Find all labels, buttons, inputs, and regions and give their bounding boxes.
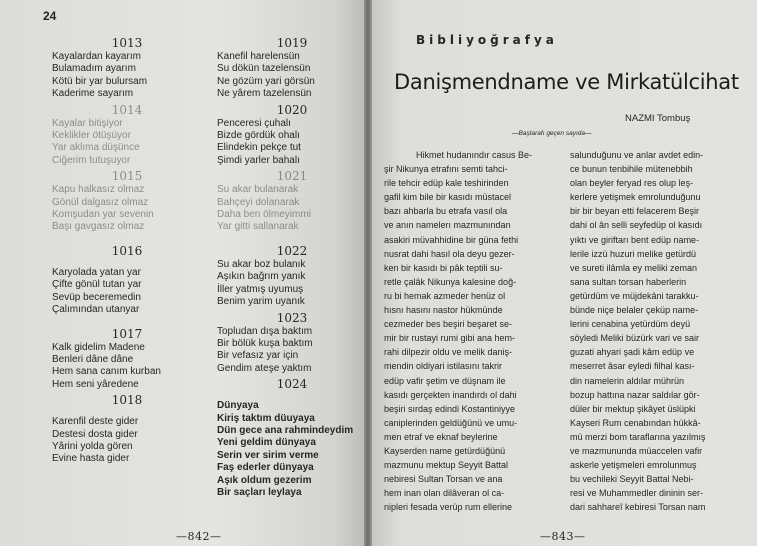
poem-1024 xyxy=(217,377,364,499)
text-line: caniplerinden geldüğünü ve umu- xyxy=(384,417,518,428)
text-line: bu vechileki Seyyit Battal Nebi- xyxy=(570,474,694,485)
poem-line: Bahçeyi dolanarak xyxy=(217,196,300,208)
text-line: kasıdı gerçekten inandırdı ol dahi xyxy=(384,389,517,400)
poem-line: Destesi dosta gider xyxy=(52,428,138,440)
page-number-bottom: —842— xyxy=(176,530,222,543)
text-line: edüp vafir şetim ve düşnam ile xyxy=(384,375,506,386)
text-line: şir Nikunya etrafını semti tahci- xyxy=(384,164,508,175)
poem-line: Sevüp beceremedin xyxy=(52,291,141,303)
poem-line: Komşudan yar sevenin xyxy=(52,209,154,221)
poem-line: Yârini yolda gören xyxy=(52,440,133,452)
text-line: salunduğunu ve anlar avdet edin- xyxy=(570,150,704,160)
poem-line: Çalımından utanyar xyxy=(52,304,140,316)
text-line: ken bir kasıdı bi pâk teptili su- xyxy=(384,262,503,273)
poem-line: Bir saçları leylaya xyxy=(217,486,302,498)
poem-number: 1019 xyxy=(276,36,308,50)
poem-line: Şimdi yarler bahalı xyxy=(217,154,300,166)
text-line: dahi ol ân selli seyfedüp ol kasıdı xyxy=(570,220,703,231)
author-name: NAZMI Tombuş xyxy=(625,113,691,124)
text-line: olan beyler feryad res olup leş- xyxy=(570,178,694,189)
poem-line: Benleri dâne dâne xyxy=(52,353,134,365)
poem-1021 xyxy=(217,169,364,234)
poem-line: Hem seni yâredene xyxy=(52,378,139,390)
right-page xyxy=(372,0,757,546)
poem-line: Yeni geldim dünyaya xyxy=(217,437,316,449)
text-line: men etraf ve eknaf beylerine xyxy=(384,431,498,442)
poem-line: Daha ben ölmeyimmi xyxy=(217,209,311,221)
text-line: resi ve Muhammedler dininin ser- xyxy=(570,488,704,499)
text-line: mendin oldiyari istilasını takrir xyxy=(384,361,503,372)
text-line: bir bir beyan etti felacerem Beşir xyxy=(570,206,700,217)
text-line: sana sultan torsan haberlerin xyxy=(570,276,687,287)
poem-column-2 xyxy=(217,34,364,499)
poem-line: Su akar boz bulanık xyxy=(217,258,306,270)
poem-line: İller yatmış uyumuş xyxy=(217,283,304,295)
text-line: bünde niçe belaler çeküp name- xyxy=(570,305,699,316)
poem-number: 1020 xyxy=(276,102,308,117)
text-line: mazmunu mektup Seyyit Battal xyxy=(384,460,509,471)
poem-column-1 xyxy=(52,34,202,466)
poem-line: Topludan dışa baktım xyxy=(217,325,313,337)
text-line: söyledi Meliki büzürk vari ve sair xyxy=(570,333,700,344)
poem-1016 xyxy=(52,244,202,317)
poem-line: Ne yârem tazelensün xyxy=(217,88,312,100)
text-line: nusrat dahi hasıl ola deyu gezer- xyxy=(384,248,515,259)
text-line: retle çalâk Nikunya kalesine doğ- xyxy=(384,276,517,287)
poem-1020 xyxy=(217,103,364,168)
text-line: dari sahhareî kebiresi Torsan nam xyxy=(570,502,706,513)
text-line: asakiri müvahhidine bir güna fethi xyxy=(384,234,519,245)
section-title: Bibliyoğrafya xyxy=(416,33,558,47)
text-line: nebiresi Sultan Torsan ve ana xyxy=(384,474,503,485)
poem-number: 1018 xyxy=(111,393,143,408)
poem-line: Dünyaya xyxy=(217,400,259,412)
poem-1018 xyxy=(52,393,202,466)
page-number-bottom: —843— xyxy=(540,530,586,543)
poem-number: 1013 xyxy=(111,36,143,50)
poem-1022 xyxy=(217,244,364,309)
poem-1017 xyxy=(52,327,202,392)
text-line: guzati ahyari şadi kâm edüp ve xyxy=(570,347,695,358)
page-number-top: 24 xyxy=(43,9,57,23)
text-line: meserret âsar eyledi filhal kası- xyxy=(570,361,695,372)
text-line: rahi dilpezir oldu ve melik daniş- xyxy=(384,347,513,358)
text-line: Hikmet hudanındır casus Be- xyxy=(416,150,533,160)
poem-line: Kaderime sayarım xyxy=(52,88,134,100)
poem-line: Çifte gönül tutan yar xyxy=(52,279,142,291)
poem-line: Bir vefasız yar için xyxy=(217,350,299,362)
text-line: yıktı ve giriftarı bent edüp name- xyxy=(570,234,700,245)
poem-line: Karenfil deste gider xyxy=(52,416,139,428)
poem-line: Penceresi çuhalı xyxy=(217,117,291,129)
text-line: hısnı hasını nastor hükmünde xyxy=(384,305,503,316)
text-line: askerle yetişmeleri emrolunmuş xyxy=(570,460,697,471)
continued-note: —Baştarafı geçen sayıda— xyxy=(512,130,592,137)
poem-number: 1016 xyxy=(111,243,143,258)
poem-line: Benim yarim uyanık xyxy=(217,296,305,308)
poem-line: Kiriş taktım düuyaya xyxy=(217,412,315,424)
poem-line: Kayalardan kayarım xyxy=(52,51,141,62)
poem-number: 1021 xyxy=(276,169,308,184)
poem-line: Kalk gidelim Madene xyxy=(52,341,145,353)
text-line: lerini cenabina yetürdüm deyü xyxy=(570,319,691,330)
text-line: bazı ahbarla bu etrafa vasıl ola xyxy=(384,206,508,217)
text-line: Kayserden name getürdüğünü xyxy=(384,445,506,456)
poem-line: Aşıkın bağrım yanık xyxy=(217,271,306,283)
poem-line: Serin ver sirim verme xyxy=(217,449,319,461)
poem-1019 xyxy=(217,36,364,101)
poem-number: 1022 xyxy=(276,243,308,258)
poem-line: Evine hasta gider xyxy=(52,453,130,465)
book-gutter xyxy=(364,0,372,546)
poem-1013 xyxy=(52,36,202,101)
text-line: rile tehcir edüp kale teshirinden xyxy=(384,178,509,189)
text-line: gafil kim bile bir kasıdı müstacel xyxy=(384,192,512,203)
article-title: Danişmendname ve Mirkatülcihat xyxy=(394,70,739,94)
text-line: ve mazmununda müaccelen vafir xyxy=(570,445,703,456)
text-line: mir bir rustayi rumi gibi ana hem- xyxy=(384,333,516,344)
poem-line: Gendim ateşe yaktım xyxy=(217,362,312,374)
poem-line: Hem sana canım kurban xyxy=(52,366,161,378)
text-line: ce bunun tenbihile mütenebbih xyxy=(570,164,693,175)
text-line: beşiri sırdaş edindi Kostantiniyye xyxy=(384,403,516,414)
text-line: ve sureti ilâmla ey meliki zeman xyxy=(570,262,698,273)
text-line: düler bir mektup şikâyet üslüpki xyxy=(570,403,696,414)
poem-line: Keklikler ötüşüyor xyxy=(52,130,131,142)
article-column-1 xyxy=(384,148,559,514)
text-line: Kayseri Rum cenabından hükkâ- xyxy=(570,417,701,428)
poem-line: Ciğerim tutuşuyor xyxy=(52,154,131,166)
poem-line: Gönül dalgasız olmaz xyxy=(52,196,149,208)
poem-number: 1014 xyxy=(111,102,143,117)
poem-number: 1017 xyxy=(111,326,143,341)
poem-line: Kötü bir yar bulursam xyxy=(52,75,148,87)
poem-line: Yar gitti sallanarak xyxy=(217,221,299,233)
poem-line: Bizde gördük ohalı xyxy=(217,130,300,142)
text-line: cezmeder bes beşiri beşaret se- xyxy=(384,319,513,330)
poem-line: Aşık oldum gezerim xyxy=(217,474,312,486)
poem-line: Su akar bulanarak xyxy=(217,184,299,196)
poem-line: Elindekin pekçe tut xyxy=(217,142,301,154)
text-line: mü merzi bom taraflarına yazılmış xyxy=(570,431,706,442)
poem-line: Kayalar bitişiyor xyxy=(52,117,123,129)
text-line: ve anın namelerı mazmunından xyxy=(384,220,511,231)
poem-line: Başı gavgasız olmaz xyxy=(52,221,145,233)
text-line: ru bi hemak azmeder henüz ol xyxy=(384,290,506,301)
poem-1014 xyxy=(52,103,202,168)
text-line: lerile izzü huzuri melike getürdü xyxy=(570,248,697,259)
poem-1015 xyxy=(52,169,202,234)
text-line: getürdüm ve müjdekâni tarakku- xyxy=(570,290,699,301)
poem-line: Dün gece ana rahmindeydim xyxy=(217,424,354,436)
poem-line: Karyolada yatan yar xyxy=(52,266,141,278)
text-line: bozup hattına nazar saldılar gör- xyxy=(570,389,700,400)
poem-line: Bir bölük kuşa baktım xyxy=(217,337,313,349)
poem-line: Bulamadım ayarım xyxy=(52,63,136,75)
left-page xyxy=(0,0,364,546)
text-line: hem inan olan dilâveran ol ca- xyxy=(384,488,505,499)
poem-number: 1015 xyxy=(111,169,143,184)
text-line: din namelerin aldılar mührün xyxy=(570,375,685,386)
poem-number: 1024 xyxy=(276,377,308,392)
poem-1023 xyxy=(217,311,364,376)
poem-line: Kapu halkasız olmaz xyxy=(52,184,145,196)
text-line: kerlere yetişmek emrolunduğunu xyxy=(570,192,701,203)
poem-line: Su dökün tazelensün xyxy=(217,63,311,75)
poem-line: Yar aklıma düşünce xyxy=(52,142,140,154)
poem-line: Kanefil harelensün xyxy=(217,51,300,62)
poem-line: Faş ederler dünyaya xyxy=(217,462,314,474)
text-line: nipleri fesada verüp rum ellerine xyxy=(384,502,513,513)
poem-number: 1023 xyxy=(276,310,308,325)
article-column-2 xyxy=(570,148,745,514)
poem-line: Ne gözüm yari görsün xyxy=(217,75,315,87)
